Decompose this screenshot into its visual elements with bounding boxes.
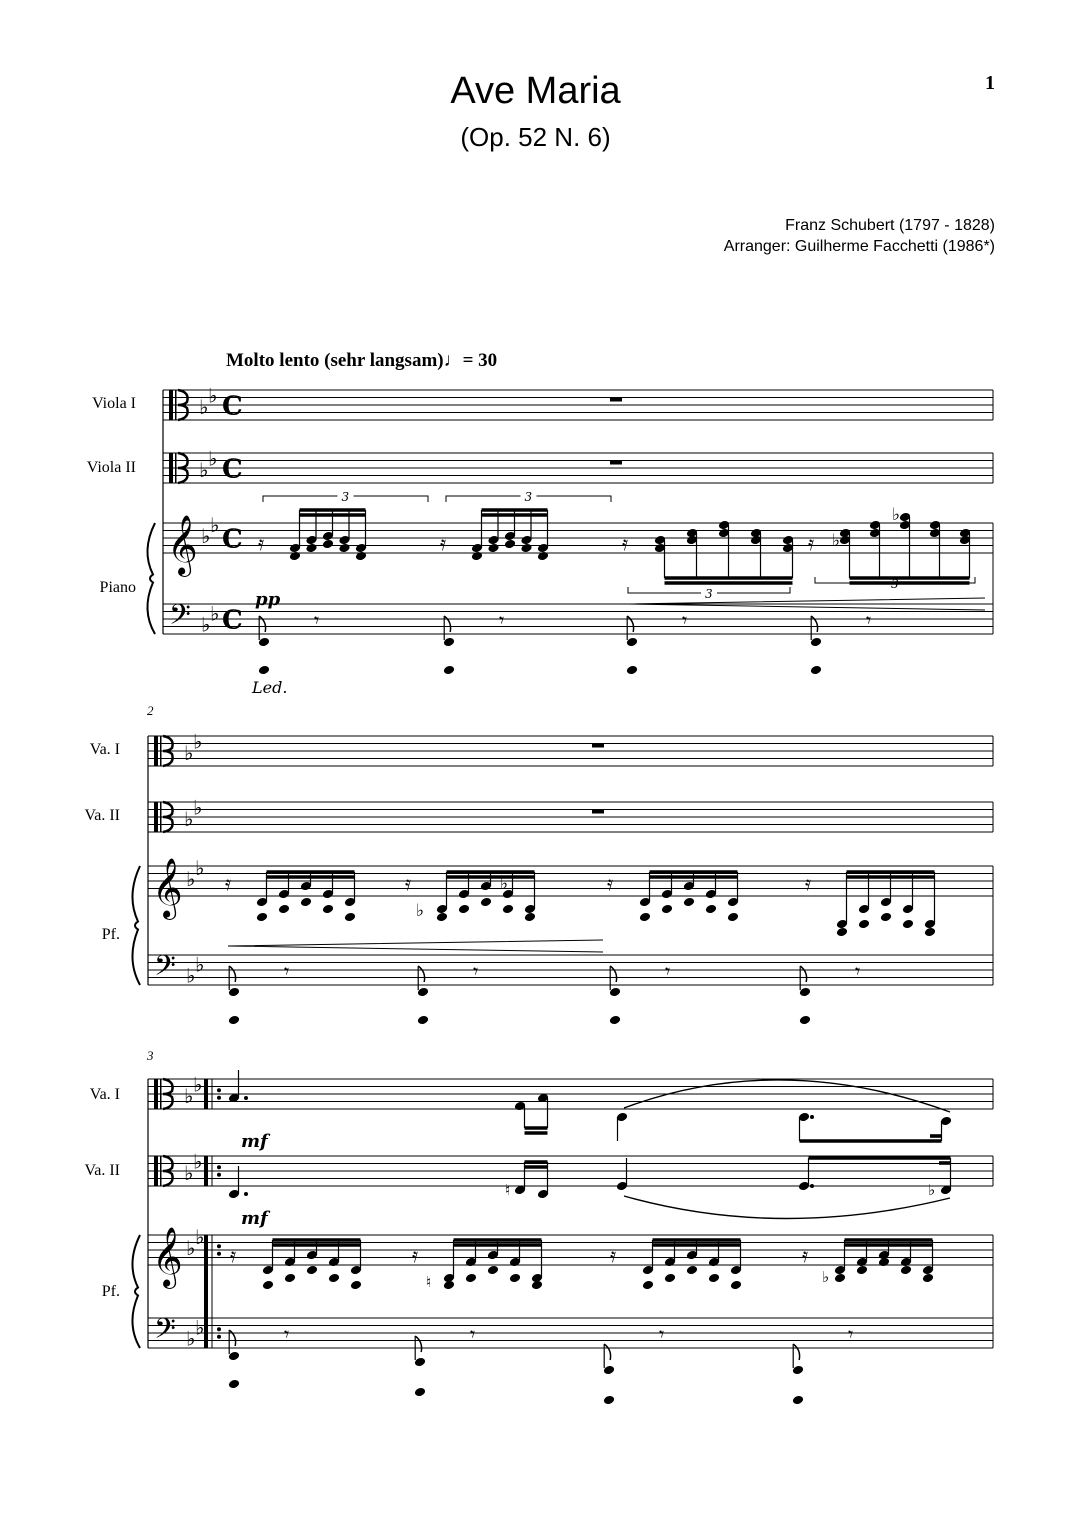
eighth-rest-icon: 𝄾	[866, 608, 872, 632]
slur	[624, 1196, 950, 1219]
sixteenth-rest-icon: 𝄿	[622, 531, 629, 555]
chord-note	[504, 539, 516, 550]
chord-note	[465, 1273, 477, 1284]
sixteenth-rest-icon: 𝄿	[440, 531, 447, 555]
metronome-value: = 30	[462, 350, 498, 371]
eighth-rest-icon: 𝄾	[659, 1322, 665, 1346]
bass-note	[609, 1015, 621, 1026]
eighth-rest-icon: 𝄾	[665, 959, 671, 983]
chord-note	[524, 912, 536, 923]
flat-icon: ♭	[186, 867, 196, 891]
eighth-rest-icon: 𝄾	[848, 1322, 854, 1346]
eighth-rest-icon: 𝄾	[473, 959, 479, 983]
tuplet-number: 3	[341, 490, 350, 504]
dot	[810, 1115, 814, 1119]
chord-note	[900, 1265, 912, 1276]
whole-rest-icon	[610, 398, 622, 402]
label-viola1-s1: Viola I	[92, 395, 136, 412]
eighth-rest-icon: 𝄾	[499, 608, 505, 632]
bass-note	[228, 1379, 240, 1390]
slur	[624, 1080, 950, 1112]
whole-rest-icon	[592, 810, 604, 814]
measure-number-s3: 3	[147, 1048, 154, 1063]
sixteenth-rest-icon: 𝄿	[805, 871, 812, 895]
flat-icon: ♭	[184, 1083, 194, 1108]
whole-rest-icon	[610, 461, 622, 465]
flat-icon: ♭	[892, 505, 901, 525]
bass-note	[258, 665, 270, 676]
flat-icon: ♭	[201, 524, 211, 548]
dot	[244, 1096, 248, 1100]
chord-note	[520, 543, 532, 554]
flat-icon: ♭	[928, 1181, 936, 1199]
repeat-dot	[217, 1335, 221, 1339]
eighth-flag	[811, 616, 817, 632]
tuplet-number: 3	[524, 490, 533, 504]
sixteenth-rest-icon: 𝄿	[802, 1243, 809, 1267]
tempo-text: Molto lento (sehr langsam)	[226, 350, 444, 371]
eighth-flag	[444, 616, 450, 632]
label-piano-s1: Piano	[99, 579, 136, 596]
flat-icon: ♭	[195, 1315, 205, 1340]
sixteenth-rest-icon: 𝄿	[258, 531, 265, 555]
flat-icon: ♭	[186, 1326, 196, 1351]
treble-clef-icon: 𝄞	[152, 858, 183, 918]
tuplet-number: 3	[891, 577, 899, 591]
eighth-rest-icon: 𝄾	[314, 608, 320, 632]
flat-icon: ♭	[193, 1149, 203, 1174]
chord-note	[436, 912, 448, 923]
flat-icon: ♭	[195, 1224, 205, 1249]
chord-note	[639, 912, 651, 923]
chord-note	[858, 919, 870, 930]
bass-note	[626, 665, 638, 676]
flat-icon: ♭	[201, 612, 211, 637]
repeat-dot	[217, 1252, 221, 1256]
dot	[244, 1192, 248, 1196]
flat-icon: ♭	[184, 806, 194, 831]
eighth-flag	[627, 616, 633, 632]
alto-clef-icon	[160, 1156, 162, 1186]
flat-icon: ♭	[199, 457, 209, 482]
chord-note	[661, 904, 673, 915]
treble-clef-icon: 𝄞	[167, 515, 198, 575]
chord-note	[458, 904, 470, 915]
chord-note	[289, 551, 301, 562]
chord-note	[924, 927, 936, 938]
eighth-flag	[800, 966, 806, 982]
chord-note	[537, 551, 549, 562]
alto-clef-icon	[169, 390, 173, 420]
chord-note	[355, 551, 367, 562]
eighth-rest-icon: 𝄾	[682, 608, 688, 632]
natural-icon: ♮	[426, 1273, 432, 1291]
dynamic-mf-viola2: mf	[241, 1208, 268, 1229]
chord-note	[300, 897, 312, 908]
chord-note	[262, 1280, 274, 1291]
alto-clef-icon	[154, 802, 158, 832]
chord-note	[836, 927, 848, 938]
eighth-flag	[418, 966, 424, 982]
flat-icon: ♭	[184, 1160, 194, 1185]
chord-note	[686, 1265, 698, 1276]
repeat-dot	[217, 1165, 221, 1169]
chord-note	[344, 912, 356, 923]
label-viola2-s3: Va. II	[84, 1162, 120, 1179]
time-signature: C	[222, 605, 243, 636]
flat-icon: ♭	[186, 963, 196, 988]
eighth-flag	[610, 966, 616, 982]
repeat-dot	[217, 1088, 221, 1092]
flat-icon: ♭	[500, 874, 509, 894]
chord-note	[708, 1273, 720, 1284]
time-signature: C	[222, 391, 243, 422]
chord-note	[705, 904, 717, 915]
quarter-note-icon: ♩	[443, 350, 463, 371]
flat-icon: ♭	[193, 1072, 203, 1097]
chord-note	[727, 912, 739, 923]
chord-note	[306, 1265, 318, 1276]
chord-note	[902, 919, 914, 930]
alto-clef-icon	[154, 1079, 158, 1109]
measure-number-s2: 2	[147, 703, 154, 718]
alto-clef-icon	[175, 453, 177, 483]
flat-icon: ♭	[416, 901, 425, 921]
alto-clef-icon	[169, 453, 173, 483]
piece-title: Ave Maria	[450, 70, 621, 112]
dot	[810, 1184, 814, 1188]
flat-icon: ♭	[208, 383, 218, 408]
bass-clef-icon: 𝄢	[154, 949, 176, 990]
time-signature: C	[222, 454, 243, 485]
chord-note	[664, 1273, 676, 1284]
eighth-rest-icon: 𝄾	[855, 959, 861, 983]
piano-brace	[132, 1235, 140, 1348]
whole-rest-icon	[592, 744, 604, 748]
repeat-dot	[217, 1096, 221, 1100]
bass-clef-icon: 𝄢	[169, 598, 191, 639]
chord-note	[730, 1280, 742, 1291]
chord-note	[278, 904, 290, 915]
bass-note	[810, 665, 822, 676]
flat-icon: ♭	[832, 531, 841, 551]
eighth-rest-icon: 𝄾	[284, 959, 290, 983]
sixteenth-rest-icon: 𝄿	[405, 871, 412, 895]
bass-note	[443, 665, 455, 676]
flat-icon: ♭	[186, 1236, 196, 1260]
pedal-marking: Led.	[252, 678, 288, 697]
eighth-flag	[229, 966, 235, 982]
bass-note	[792, 1395, 804, 1406]
piece-subtitle: (Op. 52 N. 6)	[460, 122, 611, 152]
chord-note	[683, 897, 695, 908]
alto-clef-icon	[160, 736, 162, 766]
flat-icon: ♭	[193, 795, 203, 820]
bass-note	[414, 1387, 426, 1398]
crescendo-hairpin	[228, 940, 603, 952]
bass-note	[799, 1015, 811, 1026]
eighth-flag	[229, 1330, 235, 1346]
eighth-rest-icon: 𝄾	[470, 1322, 476, 1346]
label-viola2-s2: Va. II	[84, 807, 120, 824]
chord-note	[880, 912, 892, 923]
piano-brace	[147, 523, 155, 634]
flat-icon: ♭	[195, 855, 205, 880]
chord-note	[256, 912, 268, 923]
chord-note	[350, 1280, 362, 1291]
alto-clef-icon	[154, 736, 158, 766]
flat-icon: ♭	[199, 394, 209, 419]
sixteenth-rest-icon: 𝄿	[230, 1243, 237, 1267]
chord-note	[322, 904, 334, 915]
dynamic-mf-viola1: mf	[241, 1131, 268, 1152]
repeat-dot	[217, 1244, 221, 1248]
flat-icon: ♭	[193, 729, 203, 754]
label-piano-s3: Pf.	[101, 1283, 120, 1300]
flat-icon: ♭	[210, 512, 220, 537]
repeat-dot	[217, 1173, 221, 1177]
sixteenth-rest-icon: 𝄿	[808, 531, 815, 555]
chord-note	[305, 543, 317, 554]
label-viola1-s2: Va. I	[89, 741, 120, 758]
bass-note	[417, 1015, 429, 1026]
chord-note	[502, 904, 514, 915]
flat-icon: ♭	[210, 601, 220, 626]
natural-icon: ♮	[505, 1181, 511, 1199]
chord-note	[834, 1273, 846, 1284]
chord-note	[487, 543, 499, 554]
label-viola1-s3: Va. I	[89, 1086, 120, 1103]
composer-credit: Franz Schubert (1797 - 1828)	[785, 217, 995, 234]
eighth-flag	[259, 616, 265, 632]
chord-note	[480, 897, 492, 908]
flat-icon: ♭	[195, 952, 205, 977]
eighth-rest-icon: 𝄾	[284, 1322, 290, 1346]
sixteenth-rest-icon: 𝄿	[610, 1243, 617, 1267]
flat-icon: ♭	[208, 446, 218, 471]
page-number: 1	[985, 72, 995, 94]
chord-note	[642, 1280, 654, 1291]
repeat-dot	[217, 1327, 221, 1331]
sixteenth-rest-icon: 𝄿	[412, 1243, 419, 1267]
tuplet-number: 3	[705, 587, 713, 601]
treble-clef-icon: 𝄞	[152, 1227, 183, 1287]
chord-note	[284, 1273, 296, 1284]
label-viola2-s1: Viola II	[86, 459, 136, 476]
flat-icon: ♭	[822, 1268, 830, 1286]
eighth-flag	[793, 1344, 799, 1360]
bass-note	[228, 1015, 240, 1026]
alto-clef-icon	[160, 802, 162, 832]
alto-clef-icon	[160, 1079, 162, 1109]
piano-brace	[132, 866, 140, 985]
alto-clef-icon	[175, 390, 177, 420]
label-piano-s2: Pf.	[101, 926, 120, 943]
eighth-flag	[604, 1344, 610, 1360]
chord-note	[328, 1273, 340, 1284]
eighth-flag	[415, 1336, 421, 1352]
sixteenth-rest-icon: 𝄿	[607, 871, 614, 895]
time-signature: C	[222, 524, 243, 555]
chord-note	[856, 1265, 868, 1276]
chord-note	[922, 1273, 934, 1284]
bass-note	[603, 1395, 615, 1406]
chord-note	[471, 551, 483, 562]
arranger-credit: Arranger: Guilherme Facchetti (1986*)	[723, 238, 995, 255]
sixteenth-rest-icon: 𝄿	[225, 871, 232, 895]
bass-clef-icon: 𝄢	[154, 1312, 176, 1353]
alto-clef-icon	[154, 1156, 158, 1186]
chord-note	[487, 1265, 499, 1276]
dynamic-pp: pp	[255, 589, 281, 610]
chord-note	[338, 543, 350, 554]
flat-icon: ♭	[184, 740, 194, 765]
chord-note	[322, 539, 334, 550]
chord-note	[509, 1273, 521, 1284]
